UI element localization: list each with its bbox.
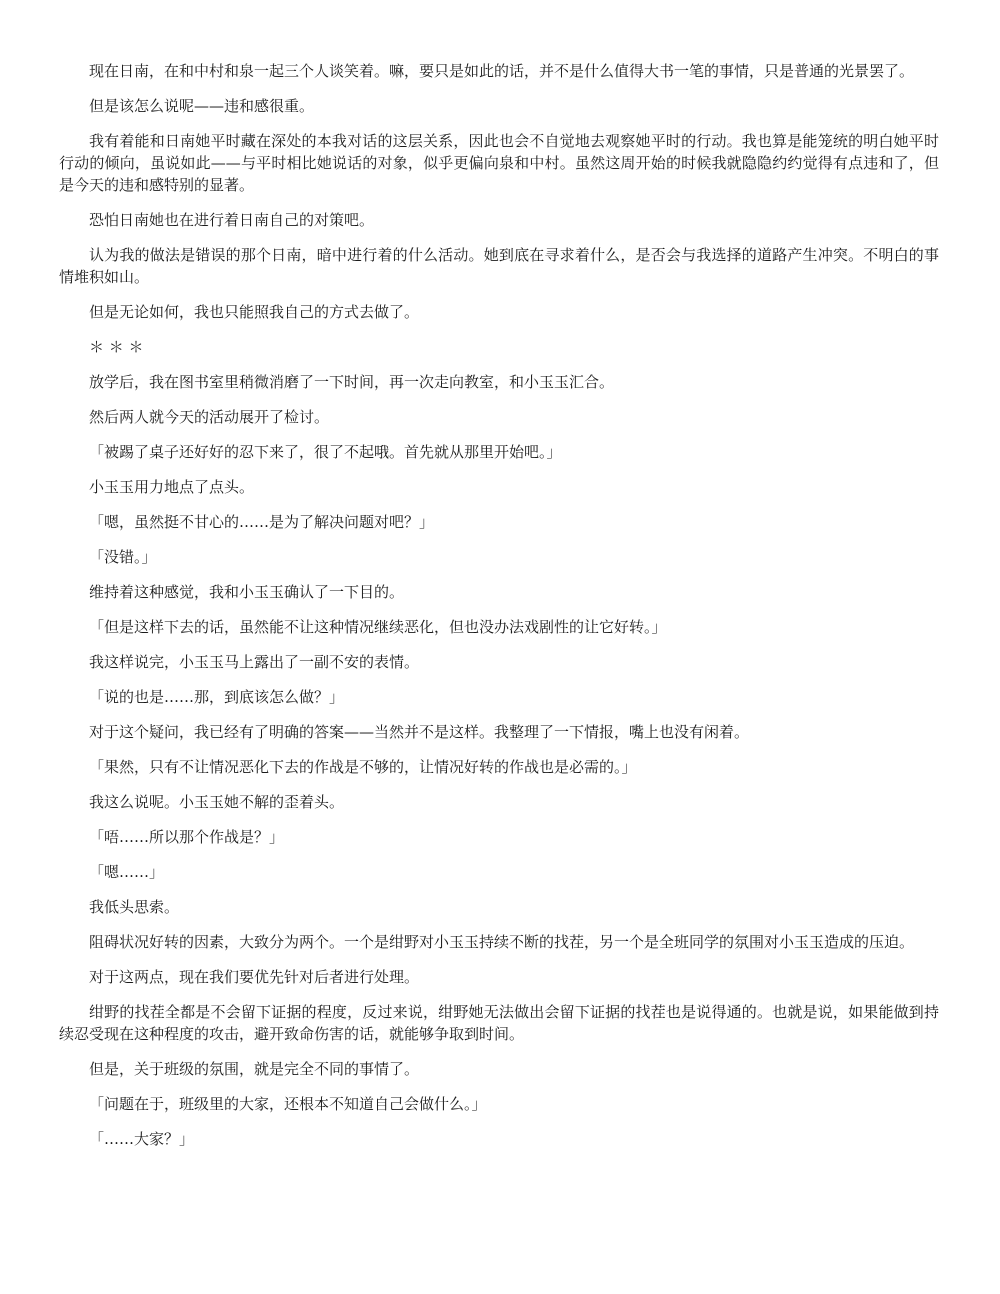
dialogue-line: 「没错。」	[89, 548, 157, 566]
paragraph: 但是，关于班级的氛围，就是完全不同的事情了。	[89, 1060, 420, 1078]
dialogue-line: 「说的也是……那，到底该怎么做？」	[89, 688, 345, 706]
dialogue-line: 「嗯……」	[89, 863, 165, 881]
paragraph: 恐怕日南她也在进行着日南自己的对策吧。	[89, 211, 375, 229]
paragraph: 认为我的做法是错误的那个日南，暗中进行着的什么活动。她到底在寻求着什么，是否会与我选择的道路产生冲突。不明白的事情堆积如山。	[59, 246, 939, 286]
paragraph: 我这样说完，小玉玉马上露出了一副不安的表情。	[89, 653, 420, 671]
dialogue-line: 「嗯，虽然挺不甘心的……是为了解决问题对吧？」	[89, 513, 435, 531]
paragraph: 小玉玉用力地点了点头。	[89, 478, 255, 496]
paragraph: 放学后，我在图书室里稍微消磨了一下时间，再一次走向教室，和小玉玉汇合。	[89, 373, 615, 391]
dialogue-line: 「唔……所以那个作战是？」	[89, 828, 285, 846]
paragraph: 我有着能和日南她平时藏在深处的本我对话的这层关系，因此也会不自觉地去观察她平时的行动。我也算是能笼统的明白她平时行动的倾向，虽说如此——与平时相比她说话的对象，似乎更偏向泉和中村。虽然这周开始的时候我就隐隐约约觉得有点违和了，但是今天的违和感特别的显著。	[59, 132, 939, 194]
dialogue-line: 「果然，只有不让情况恶化下去的作战是不够的，让情况好转的作战也是必需的。」	[89, 758, 637, 776]
document-page	[59, 60, 939, 1163]
dialogue-line: 「……大家？」	[89, 1130, 195, 1148]
paragraph: 我这么说呢。小玉玉她不解的歪着头。	[89, 793, 345, 811]
paragraph: 绀野的找茬全都是不会留下证据的程度，反过来说，绀野她无法做出会留下证据的找茬也是说得通的。也就是说，如果能做到持续忍受现在这种程度的攻击，避开致命伤害的话，就能够争取到时间。	[59, 1003, 939, 1043]
paragraph: 阻碍状况好转的因素，大致分为两个。一个是绀野对小玉玉持续不断的找茬，另一个是全班同学的氛围对小玉玉造成的压迫。	[89, 933, 915, 951]
paragraph: 然后两人就今天的活动展开了检讨。	[89, 408, 330, 426]
paragraph: 但是该怎么说呢——违和感很重。	[89, 97, 315, 115]
section-break: ＊ ＊ ＊	[89, 338, 144, 356]
paragraph: 维持着这种感觉，我和小玉玉确认了一下目的。	[89, 583, 405, 601]
paragraph: 但是无论如何，我也只能照我自己的方式去做了。	[89, 303, 420, 321]
dialogue-line: 「被踢了桌子还好好的忍下来了，很了不起哦。首先就从那里开始吧。」	[89, 443, 562, 461]
paragraph: 现在日南，在和中村和泉一起三个人谈笑着。嘛，要只是如此的话，并不是什么值得大书一笔的事情，只是普通的光景罢了。	[89, 62, 915, 80]
dialogue-line: 「但是这样下去的话，虽然能不让这种情况继续恶化，但也没办法戏剧性的让它好转。」	[89, 618, 667, 636]
paragraph: 对于这个疑问，我已经有了明确的答案——当然并不是这样。我整理了一下情报，嘴上也没有闲着。	[89, 723, 750, 741]
dialogue-line: 「问题在于，班级里的大家，还根本不知道自己会做什么。」	[89, 1095, 487, 1113]
paragraph: 我低头思索。	[89, 898, 180, 916]
paragraph: 对于这两点，现在我们要优先针对后者进行处理。	[89, 968, 420, 986]
